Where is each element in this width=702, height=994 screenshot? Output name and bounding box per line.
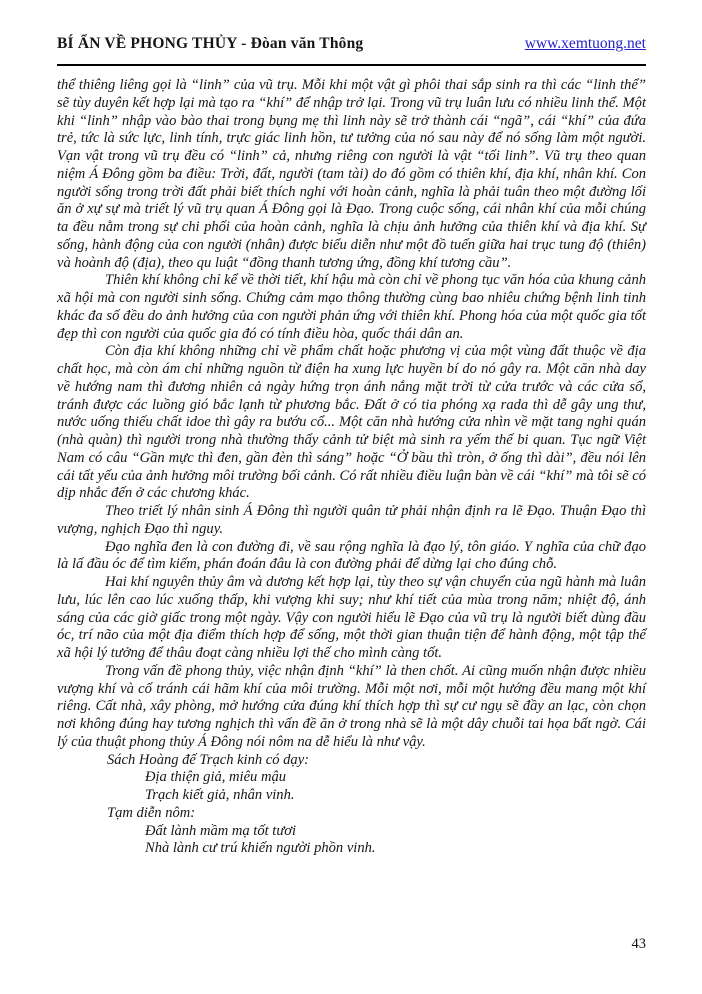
website-link[interactable]: www.xemtuong.net — [524, 35, 646, 52]
quote-intro-line: Sách Hoàng đế Trạch kinh có dạy: — [107, 751, 310, 768]
verse-line: Đất lành mầm mạ tốt tươi — [145, 822, 297, 839]
header-divider — [57, 64, 646, 66]
body-text — [57, 77, 646, 858]
paragraph: thể thiêng liêng gọi là “linh” của vũ trụ. Mỗi khi một vật gì phôi thai sắp sinh ra thì các “linh thể” sẽ tùy duyên kết hợp lại mà tạo ra “khí” để nhập trở lại. Trong vũ trụ luân lưu có nhiều linh thể. Một khi “linh” nhập vào bào thai trong bụng mẹ thì linh này sẽ trở thành cái “ngã”, cái “khí” của đứa trẻ, tức là sức lực, linh tính, trực giác linh hồn, tư tưởng của nó sau này để nó sống làm một người. Vạn vật trong vũ trụ đều có “linh” cả, nhưng riêng con người là vật “tối linh”. Vũ trụ theo quan niệm Á Đông gồm ba điều: Trời, đất, người (tam tài) do đó gồm có thiên khí, địa khí, nhân khí. Con người sống trong trời đất phải biết thích nghi với hoàn cảnh, nghĩa là phải tuân theo một đường lối ăn ở xự sự mà triết lý vũ trụ quan Á Đông gọi là Đạo. Trong cuộc sống, cái nhân khí của mỗi chúng ta đều nằm trong sự chi phối của hoàn cảnh, nghĩa là chịu ảnh hưởng của thiên khí và địa khí. Sự sống, hành động của con người (nhân) được biểu diễn như một đồ tuến giữa hai trục tung độ (thiên) và hoành độ (địa), theo qu luật “đồng thanh tương ứng, đồng khí tương cầu”. — [57, 77, 646, 271]
verse-line: Nhà lành cư trú khiến người phồn vinh. — [145, 840, 376, 857]
paragraph: Trong vấn đề phong thủy, việc nhận định “khí” là then chốt. Ai cũng muốn nhận được nhiều vượng khí và cố tránh cái hãm khí của môi trường. Mỗi một nơi, mỗi một hướng đều mang một khí riêng. Cất nhà, xây phòng, mở hướng cửa đúng khí thích hợp thì sự cư ngụ sẽ đầy an lạc, còn chọn nơi không đúng hay tương nghịch thì vấn đề ăn ở trong nhà sẽ là một dây chuỗi tai họa bất ngờ. Cái lý của thuật phong thủy Á Đông nói nôm na dễ hiểu là như vậy. — [57, 662, 646, 750]
verse-line: Địa thiện giả, miêu mậu — [145, 769, 287, 786]
page-header — [57, 0, 646, 53]
page-number: 43 — [631, 936, 646, 952]
paragraph: Hai khí nguyên thủy âm và dương kết hợp lại, tùy theo sự vận chuyển của ngũ hành mà luân lưu, lúc lên cao lúc xuống thấp, khi vượng khi suy; như khí tiết của mùa trong năm; nhiệt độ, ánh sáng của các giờ giấc trong một ngày. Vậy con người hiểu lẽ Đạo của vũ trụ là người biết dùng đầu óc, trí não của một địa điểm thích hợp để sống, một thời gian thuận tiện để hành động, một tập thể xã hội lý tưởng để thâu đoạt càng nhiều lợi thế cho mình càng tốt. — [57, 574, 646, 661]
paragraph: Theo triết lý nhân sinh Á Đông thì người quân tử phải nhận định ra lẽ Đạo. Thuận Đạo thì vượng, nghịch Đạo thì nguy. — [57, 503, 646, 537]
nom-intro-line: Tạm diễn nôm: — [107, 804, 196, 821]
verse-line: Trạch kiết giả, nhân vinh. — [145, 787, 295, 803]
book-title: BÍ ẨN VỀ PHONG THỦY - Đòan văn Thông — [57, 35, 364, 52]
paragraph: Thiên khí không chỉ kể về thời tiết, khí hậu mà còn chỉ về phong tục văn hóa của khung cảnh xã hội mà con người sinh sống. Chứng cảm mạo thông thường cùng bao nhiêu chứng bệnh linh tinh khác đa số đều do ảnh hưởng của con người phản ứng với thiên khí. Phong hóa của một quốc gia tốt đẹp thì con người của quốc gia đó có tính điều hòa, quốc thái dân an. — [57, 272, 646, 342]
paragraph: Đạo nghĩa đen là con đường đi, về sau rộng nghĩa là đạo lý, tôn giáo. Y nghĩa của chữ đạo là lấ đầu óc để tìm kiếm, phán đoán đâu là con đường phải để dừng lại cho đúng chỗ. — [57, 538, 646, 573]
paragraph: Còn địa khí không những chỉ về phẩm chất hoặc phương vị của một vùng đất thuộc về địa chất học, mà còn ám chỉ những nguồn từ điện ha xung lực huyền bí do nó gây ra. Một căn nhà day về hướng nam thì đương nhiên cả ngày hứng trọn ánh nắng mặt trời từ cửa trước và các cửa sổ, tránh được các luồng gió bắc lạnh từ phương bắc. Đất ở có tia phóng xạ rada thì dễ gây ung thư, nước uống thiếu chất idoe thì gây ra bướu cổ... Một căn nhà hướng cửa nhìn về mặt tang nghi quán (nhà quàn) thì người trong nhà thường thấy cảnh tử biệt mà sinh ra yếm thế bi quan. Tục ngữ Việt Nam có câu “Gần mực thì đen, gần đèn thì sáng” hoặc “Ở bầu thì tròn, ở ống thì dài”, đều nói lên cái tất yếu của ảnh hưởng môi trường bối cảnh. Có rất nhiều điều luận bàn về cái “khí” mà tôi sẽ có dịp nhắc đến ở các chương khác. — [57, 343, 646, 502]
